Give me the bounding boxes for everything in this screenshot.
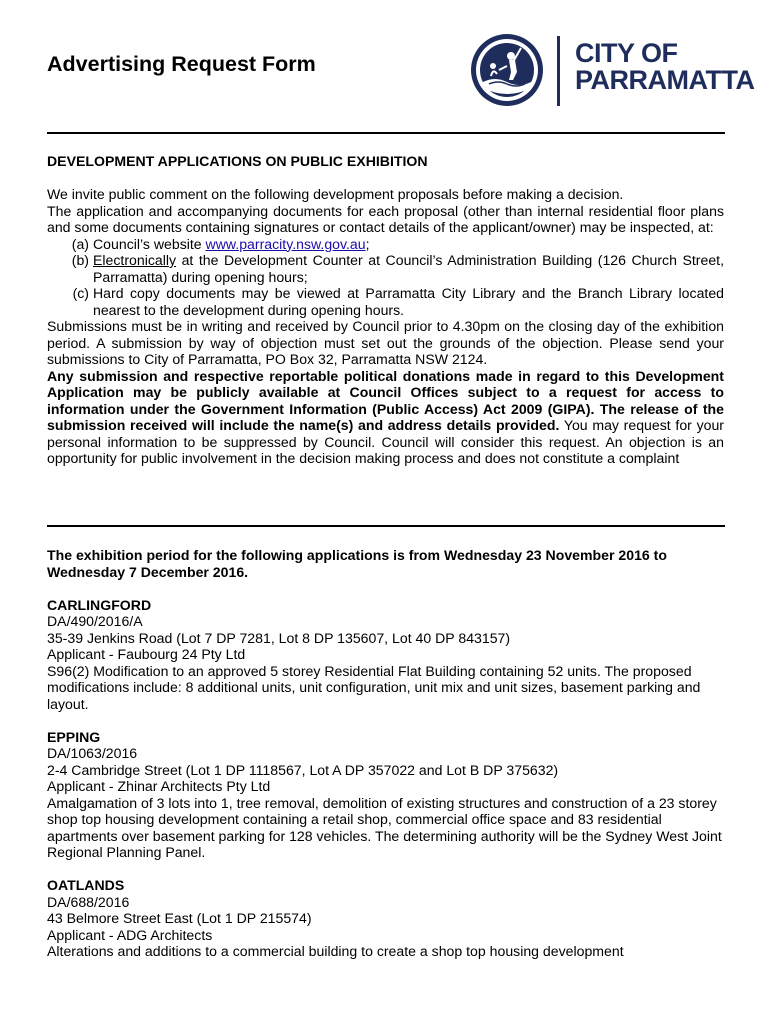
- header-divider: [47, 132, 725, 134]
- logo-line-city-of: CITY OF: [575, 38, 678, 68]
- application-description: Alterations and additions to a commercial building to create a shop top housing development: [47, 943, 624, 959]
- application-block: [47, 729, 724, 861]
- section-divider: [47, 525, 725, 527]
- list-item: [47, 285, 724, 318]
- list-marker: (b): [71, 252, 89, 268]
- application-da-number: DA/490/2016/A: [47, 613, 143, 629]
- application-suburb: EPPING: [47, 728, 101, 745]
- notice-section: [47, 153, 724, 467]
- council-seal-icon: [469, 32, 545, 108]
- exhibition-period: The exhibition period for the following applications is from Wednesday 23 November 2016 to Wednesday 7 December 2016.: [47, 547, 667, 580]
- exhibition-section: [47, 547, 724, 960]
- application-address: 35-39 Jenkins Road (Lot 7 DP 7281, Lot 8 DP 135607, Lot 40 DP 843157): [47, 629, 511, 646]
- list-item-text: Hard copy documents may be viewed at Parramatta City Library and the Branch Library located nearest to the development during opening hours.: [93, 285, 724, 318]
- application-applicant: Applicant - Zhinar Architects Pty Ltd: [47, 778, 271, 794]
- list-item: [47, 252, 724, 285]
- logo-line-parramatta: PARRAMATTA: [575, 65, 755, 95]
- list-item-text: at the Development Counter at Council’s Administration Building (126 Church Street, Parramatta) during opening hours;: [93, 252, 724, 285]
- list-marker: (a): [71, 235, 89, 252]
- application-description: S96(2) Modification to an approved 5 storey Residential Flat Building containing 52 units. The proposed modifications include: 8 additional units, unit configuration, unit mix and unit sizes, basement parking and layout.: [47, 662, 701, 712]
- notice-intro: We invite public comment on the following development proposals before making a decision.: [47, 186, 624, 202]
- privacy-bold-statement: Any submission and respective reportable political donations made in regard to this Development Application may be publicly available at Council Offices subject to a request for access to information under the Government Information (Public Access) Act 2009 (GIPA). The release of the submission received will include the name(s) and address details provided.: [47, 367, 724, 433]
- list-item-text: ;: [365, 235, 370, 252]
- privacy-trailing-text: You may request for your personal information to be suppressed by Council. Council will consider this request. An objection is an opportunity for public involvement in the decision making process and does not constitute a complaint: [47, 417, 724, 466]
- inspection-list: [47, 236, 724, 319]
- logo-divider: [557, 36, 560, 106]
- list-item: [47, 236, 724, 253]
- notice-heading: DEVELOPMENT APPLICATIONS ON PUBLIC EXHIBITION: [47, 153, 428, 169]
- application-applicant: Applicant - ADG Architects: [47, 926, 213, 943]
- page-title: Advertising Request Form: [47, 52, 316, 76]
- application-suburb: OATLANDS: [47, 877, 125, 893]
- list-marker: (c): [72, 285, 89, 301]
- application-address: 43 Belmore Street East (Lot 1 DP 215574): [47, 910, 312, 926]
- list-item-text: Council’s website: [93, 235, 206, 252]
- list-item-emphasis: Electronically: [93, 252, 177, 268]
- application-block: [47, 597, 724, 713]
- application-description: Amalgamation of 3 lots into 1, tree removal, demolition of existing structures and construction of a 23 storey shop top housing development containing a retail shop, commercial office space and 83 residential apartments over basement parking for 128 vehicles. The determining authority will be the Sydney West Joint Regional Planning Panel.: [47, 794, 722, 860]
- submissions-paragraph: Submissions must be in writing and received by Council prior to 4.30pm on the closing day of the exhibition period. A submission by way of objection must set out the grounds of the objection. Please send your submissions to City of Parramatta, PO Box 32, Parramatta NSW 2124.: [47, 318, 724, 367]
- logo-wordmark: [575, 40, 754, 94]
- application-da-number: DA/1063/2016: [47, 745, 138, 761]
- council-website-link[interactable]: www.parracity.nsw.gov.au: [205, 235, 366, 252]
- notice-inspection: The application and accompanying documents for each proposal (other than internal residential floor plans and some documents containing signatures or contact details of the applicant/owner) may be inspected, at:: [47, 202, 724, 235]
- application-da-number: DA/688/2016: [47, 893, 130, 910]
- application-address: 2-4 Cambridge Street (Lot 1 DP 1118567, Lot A DP 357022 and Lot B DP 375632): [47, 761, 559, 778]
- application-suburb: CARLINGFORD: [47, 596, 152, 613]
- privacy-paragraph: [47, 368, 724, 467]
- application-applicant: Applicant - Faubourg 24 Pty Ltd: [47, 646, 246, 662]
- application-block: [47, 877, 724, 960]
